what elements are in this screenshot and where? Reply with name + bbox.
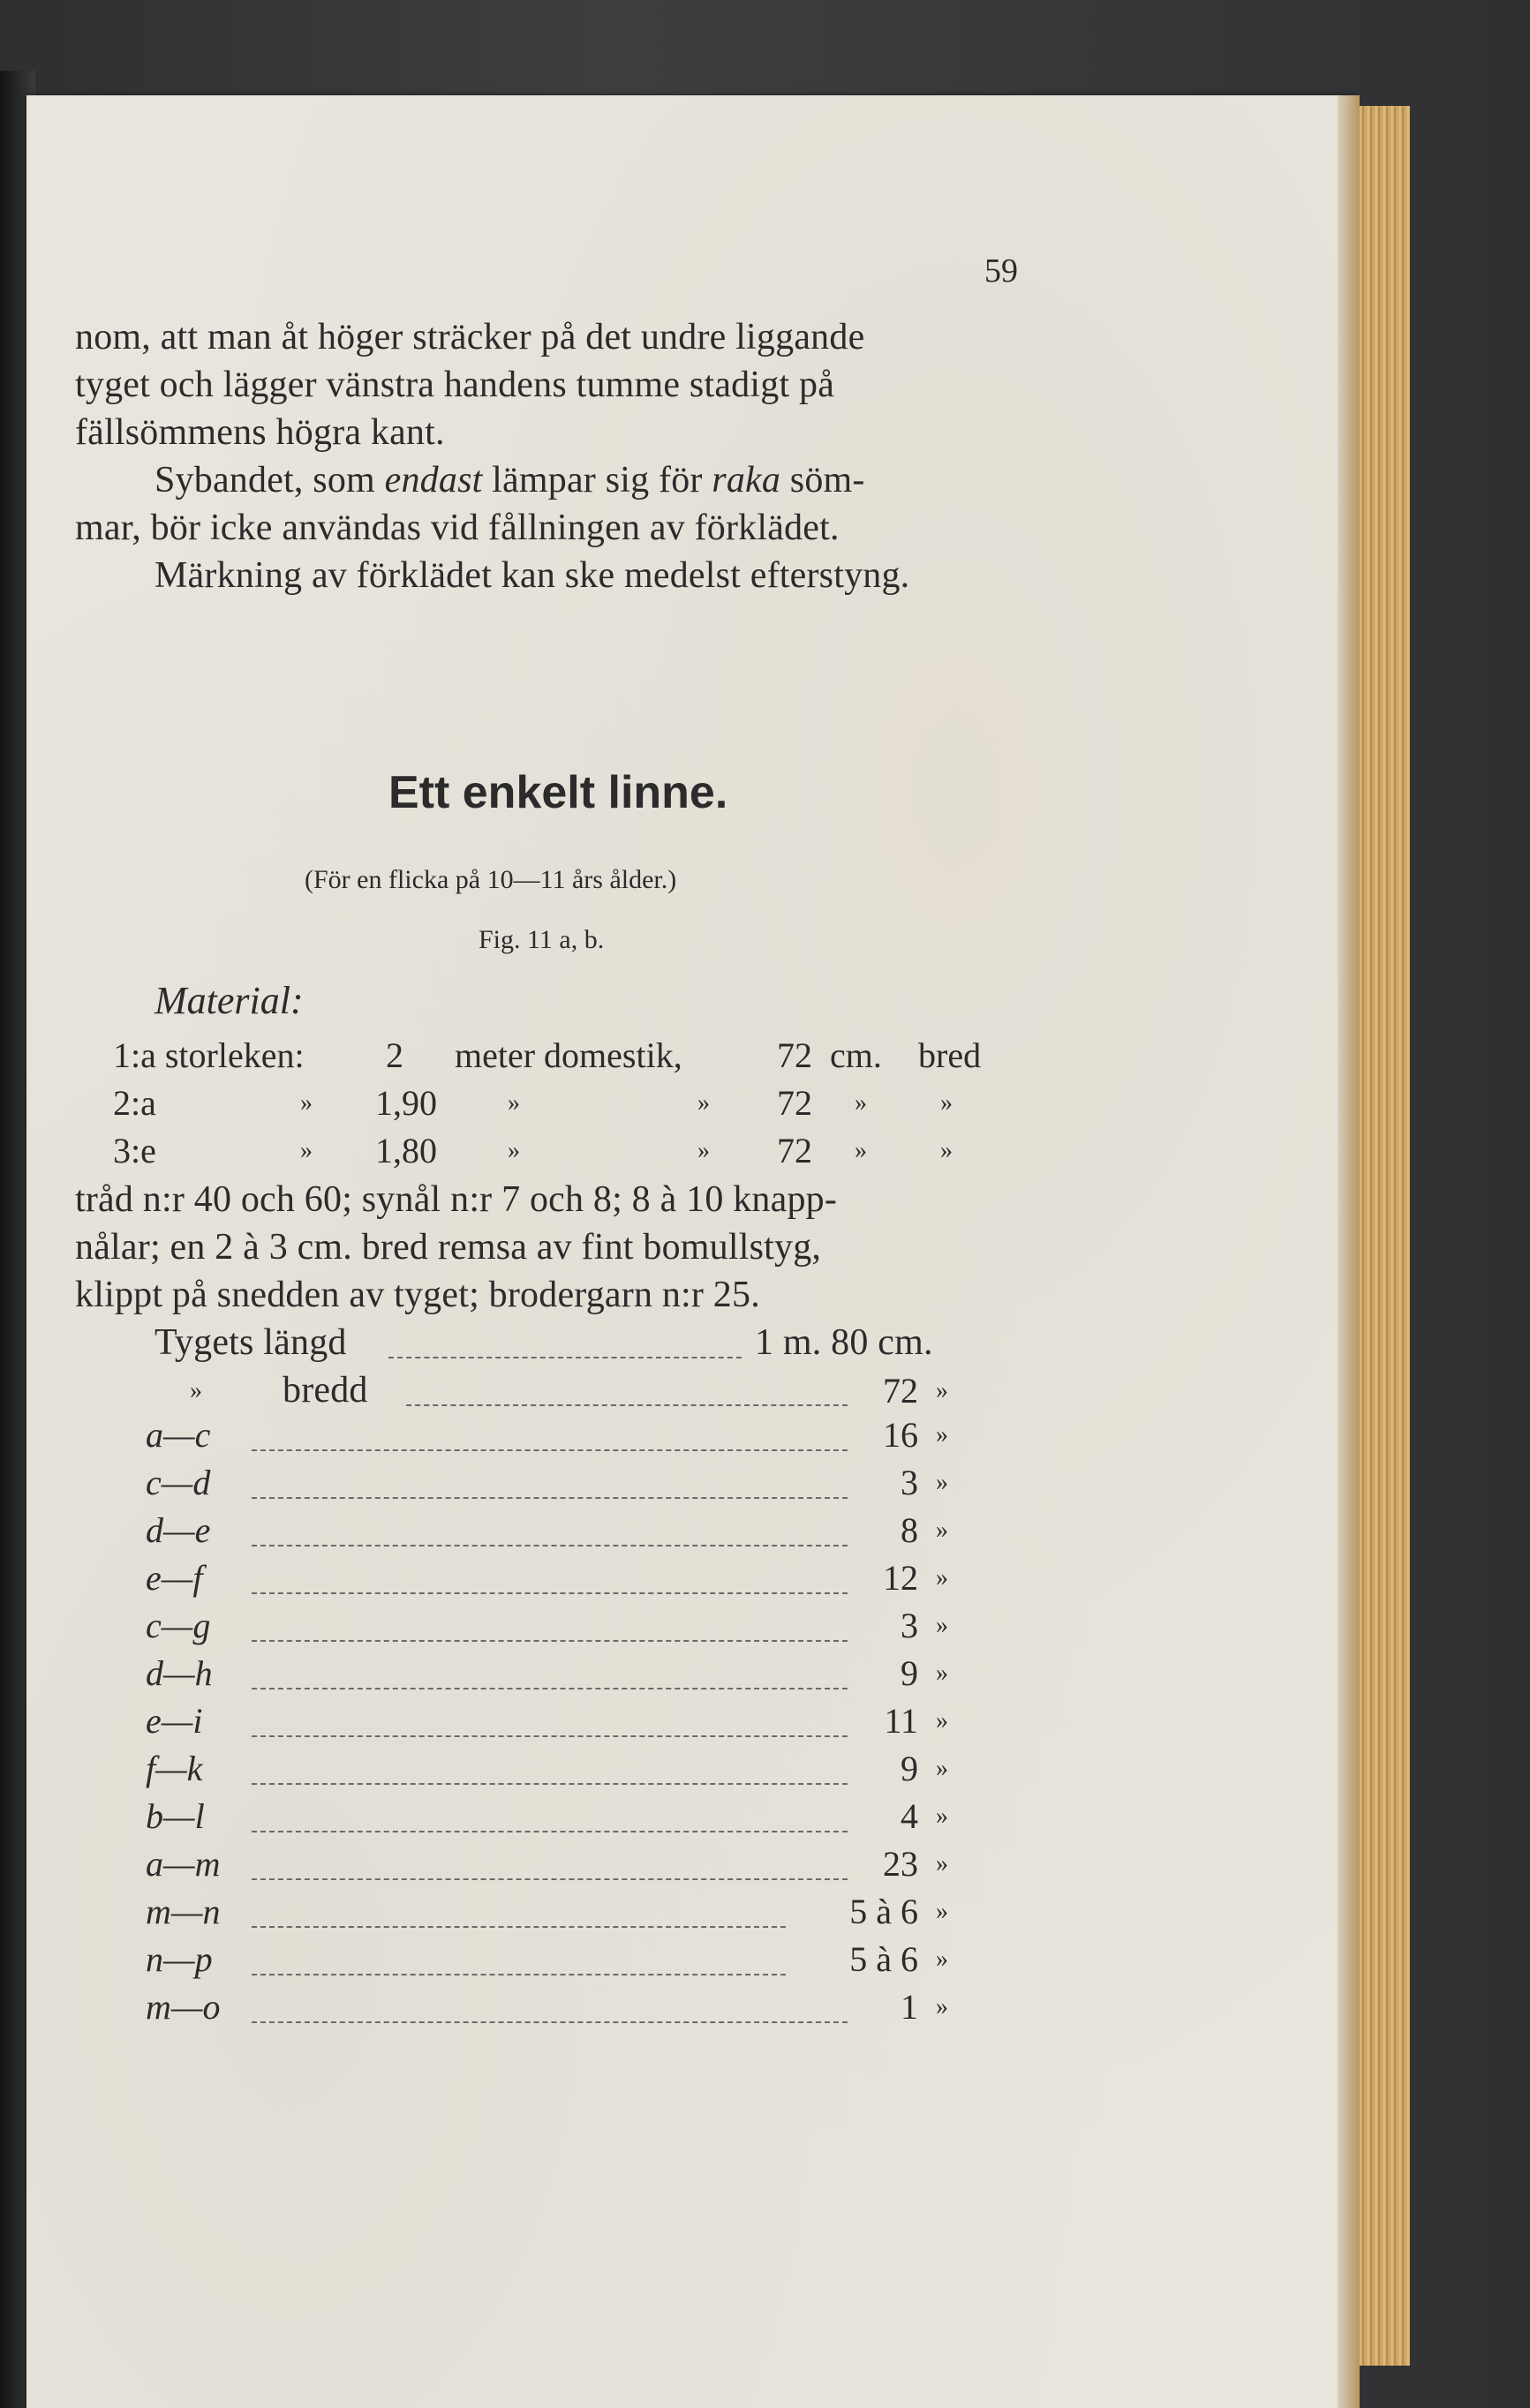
size-label: 3:e — [113, 1131, 156, 1170]
dotted-leader — [252, 1783, 848, 1785]
dotted-leader — [388, 1357, 742, 1358]
material-text-line-1: tråd n:r 40 och 60; synål n:r 7 och 8; 8 à 10 knapp- — [75, 1179, 838, 1220]
measurement-value: 9 — [901, 1653, 918, 1693]
dotted-leader — [252, 1831, 848, 1832]
dotted-leader — [406, 1404, 848, 1406]
emphasis-endast: endast — [384, 460, 483, 500]
material-label: Material: — [155, 979, 304, 1022]
ditto-mark: » — [697, 1137, 710, 1164]
measurement-label: a—c — [146, 1415, 211, 1455]
measurement-label: d—h — [146, 1653, 213, 1693]
paragraph2-text-a: Sybandet, som — [155, 460, 385, 500]
ditto-mark: » — [936, 1898, 948, 1925]
ditto-mark: » — [190, 1377, 202, 1404]
measurement-value: 1 — [901, 1987, 918, 2027]
measurement-value: 12 — [883, 1558, 918, 1598]
measurement-value: 3 — [901, 1606, 918, 1645]
ditto-mark: » — [300, 1089, 313, 1117]
measurement-value: 3 — [901, 1463, 918, 1502]
measurement-value: 11 — [884, 1701, 918, 1741]
measurement-value: 9 — [901, 1749, 918, 1788]
measurement-label: b—l — [146, 1796, 205, 1836]
paragraph2-line-1 — [155, 456, 865, 504]
measurement-label: m—n — [146, 1892, 221, 1931]
width-unit: cm. — [830, 1035, 882, 1075]
measurement-value: 4 — [901, 1796, 918, 1836]
measurement-label: c—g — [146, 1606, 211, 1645]
ditto-mark: » — [936, 1707, 948, 1735]
page-right-edge — [1338, 95, 1360, 2408]
dotted-leader — [252, 1497, 848, 1499]
dotted-leader — [252, 1878, 848, 1880]
ditto-mark: » — [936, 1377, 948, 1404]
dotted-leader — [252, 1926, 786, 1928]
measurement-value: 16 — [883, 1415, 918, 1455]
ditto-mark: » — [940, 1089, 953, 1117]
ditto-mark: » — [855, 1089, 867, 1117]
ditto-mark: » — [936, 1850, 948, 1877]
ditto-mark: » — [508, 1137, 520, 1164]
dotted-leader — [252, 1974, 786, 1975]
material-text-line-3: klippt på snedden av tyget; brodergarn n:r 25. — [75, 1275, 760, 1315]
width: 72 — [777, 1083, 812, 1123]
width-label: bred — [918, 1035, 982, 1075]
dotted-leader — [252, 1640, 848, 1642]
ditto-mark: » — [936, 1945, 948, 1973]
fabric-width-value: 72 — [883, 1371, 918, 1411]
amount: 2 — [386, 1035, 403, 1075]
amount: 1,90 — [375, 1083, 437, 1123]
fabric-length-label: Tygets längd — [155, 1322, 347, 1363]
measurement-label: n—p — [146, 1939, 213, 1979]
ditto-mark: » — [936, 1755, 948, 1782]
ditto-mark: » — [936, 1564, 948, 1592]
paragraph2-text-c: söm- — [780, 460, 865, 500]
ditto-mark: » — [940, 1137, 953, 1164]
size-label: 2:a — [113, 1083, 156, 1123]
ditto-mark: » — [936, 1802, 948, 1830]
ditto-mark: » — [936, 1612, 948, 1639]
ditto-mark: » — [508, 1089, 520, 1117]
width: 72 — [777, 1035, 812, 1075]
dotted-leader — [252, 1545, 848, 1546]
ditto-mark: » — [697, 1089, 710, 1117]
ditto-mark: » — [936, 1659, 948, 1687]
paragraph2-line-3: Märkning av förklädet kan ske medelst efterstyng. — [155, 555, 910, 596]
measurement-value: 5 à 6 — [849, 1892, 918, 1931]
fabric-length-value: 1 m. 80 cm. — [755, 1322, 933, 1363]
measurement-label: f—k — [146, 1749, 203, 1788]
measurement-label: m—o — [146, 1987, 221, 2027]
section-heading: Ett enkelt linne. — [388, 767, 728, 818]
measurement-value: 8 — [901, 1510, 918, 1550]
unit: meter domestik, — [455, 1035, 682, 1075]
paragraph2-text-b: lämpar sig för — [482, 460, 712, 500]
page-number: 59 — [984, 252, 1018, 290]
ditto-mark: » — [936, 1421, 948, 1449]
size-label: 1:a storleken: — [113, 1035, 305, 1075]
measurement-value: 23 — [883, 1844, 918, 1884]
ditto-mark: » — [936, 1516, 948, 1544]
amount: 1,80 — [375, 1131, 437, 1170]
paragraph-line-3: fällsömmens högra kant. — [75, 412, 445, 453]
measurement-label: e—f — [146, 1558, 203, 1598]
dotted-leader — [252, 1688, 848, 1689]
ditto-mark: » — [936, 1469, 948, 1496]
paragraph-line-1: nom, att man åt höger sträcker på det undre liggande — [75, 317, 865, 357]
fabric-width-label: bredd — [283, 1370, 368, 1411]
dotted-leader — [252, 2021, 848, 2023]
paragraph-line-2: tyget och lägger vänstra handens tumme stadigt på — [75, 365, 835, 405]
figure-reference: Fig. 11 a, b. — [479, 925, 605, 954]
material-text-line-2: nålar; en 2 à 3 cm. bred remsa av fint bomullstyg, — [75, 1227, 822, 1268]
measurement-label: d—e — [146, 1510, 211, 1550]
ditto-mark: » — [855, 1137, 867, 1164]
measurement-label: c—d — [146, 1463, 211, 1502]
ditto-mark: » — [936, 1993, 948, 2020]
dotted-leader — [252, 1735, 848, 1737]
ditto-mark: » — [300, 1137, 313, 1164]
dotted-leader — [252, 1449, 848, 1451]
paragraph2-line-2: mar, bör icke användas vid fållningen av förklädet. — [75, 508, 840, 548]
measurement-value: 5 à 6 — [849, 1939, 918, 1979]
dotted-leader — [252, 1592, 848, 1594]
measurement-label: a—m — [146, 1844, 221, 1884]
width: 72 — [777, 1131, 812, 1170]
measurement-label: e—i — [146, 1701, 203, 1741]
emphasis-raka: raka — [712, 460, 781, 500]
section-subheading: (För en flicka på 10—11 års ålder.) — [305, 865, 677, 894]
